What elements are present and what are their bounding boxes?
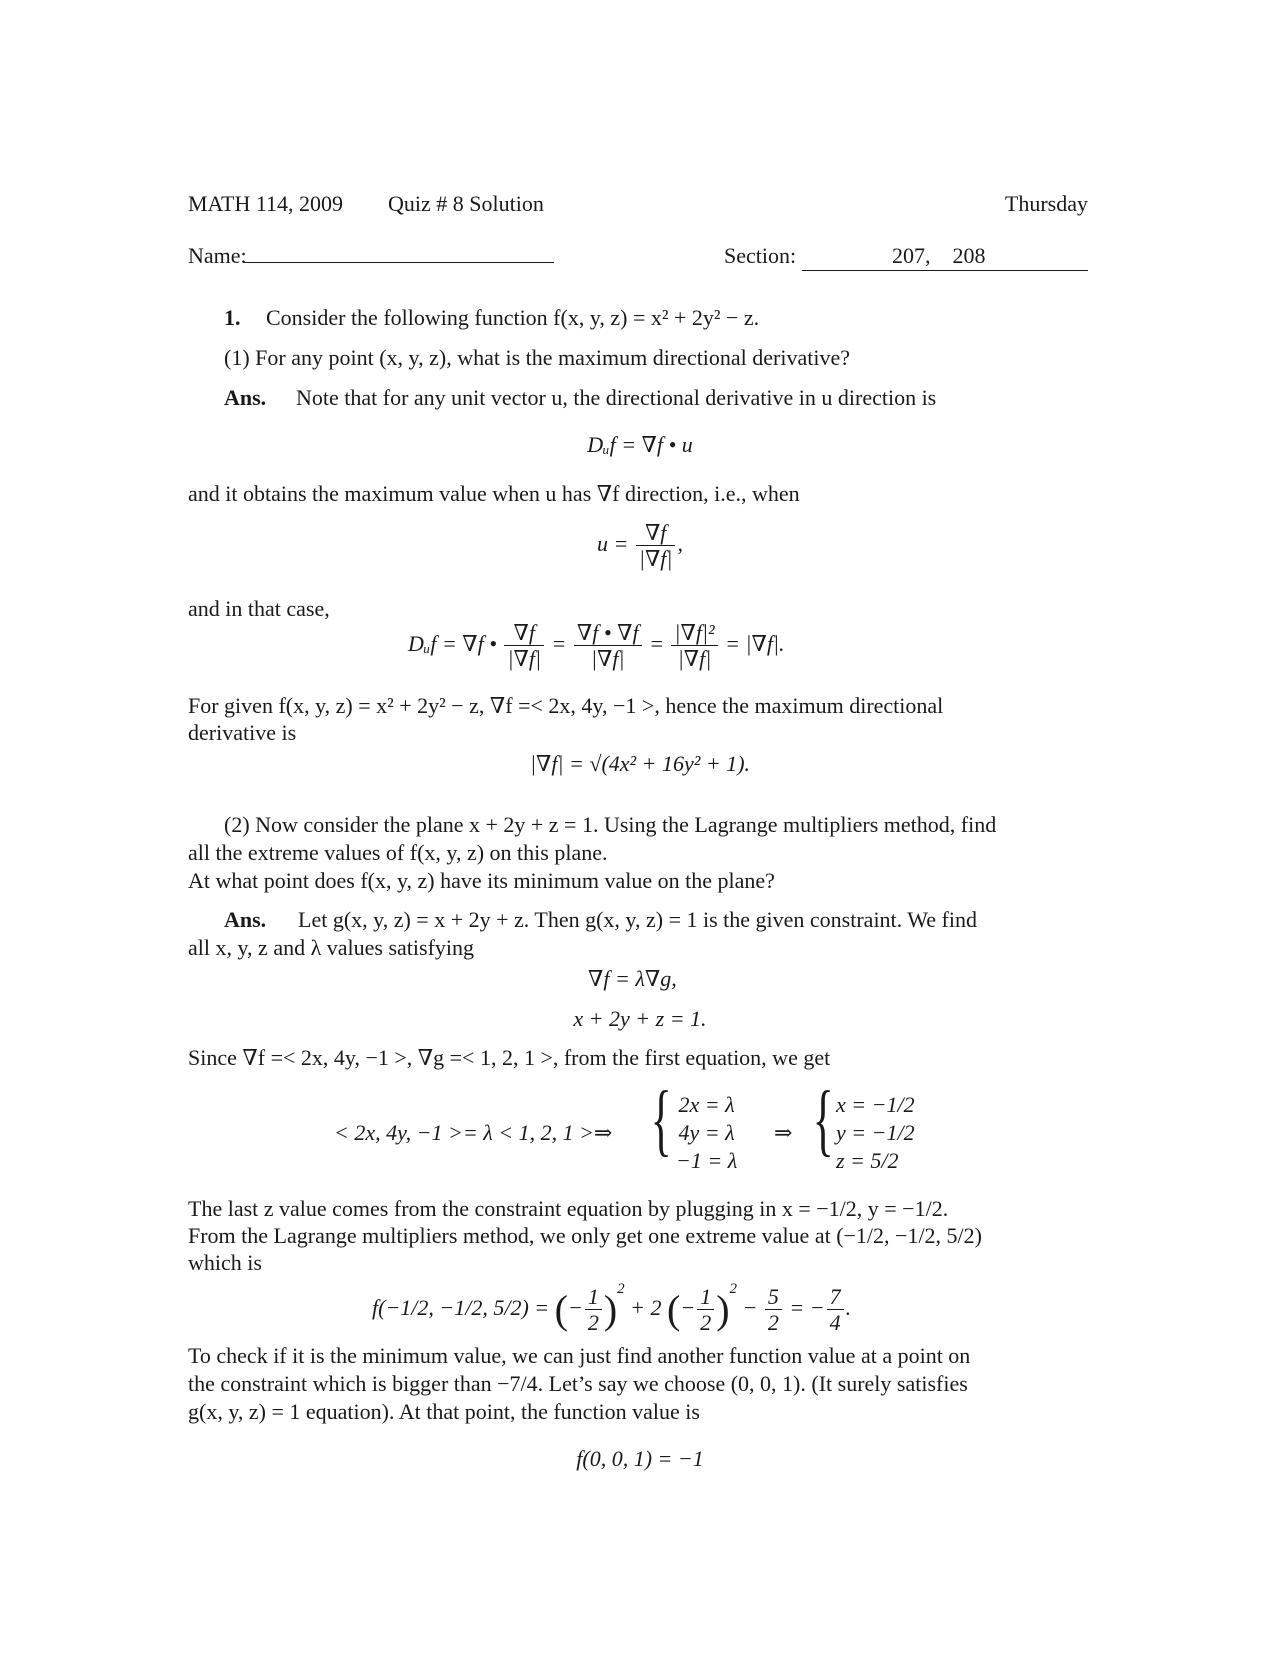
ans2-line-2: all x, y, z and λ values satisfying (188, 935, 475, 960)
eq-value-term1-fraction (585, 1284, 602, 1336)
eq-u-lhs: u = (597, 530, 629, 556)
eq-lagrange: ∇f = λ∇g, (588, 966, 677, 991)
eq-value-term2-fraction (697, 1284, 714, 1336)
part2-line-3: At what point does f(x, y, z) have its minimum value on the plane? (188, 868, 775, 893)
eq-u-den: |∇f| (636, 545, 676, 571)
check-line-3: g(x, y, z) = 1 equation). At that point, the function value is (188, 1399, 700, 1424)
system-1-eq-2: 4y = λ (678, 1120, 735, 1145)
eq-u-fraction (636, 520, 676, 572)
eq-value-equals: = − (789, 1295, 825, 1320)
eq-value-t1-den: 2 (585, 1309, 602, 1335)
eq-chain-f3-num: |∇f|² (674, 620, 715, 645)
eq-value-t1-num: 1 (587, 1284, 599, 1310)
eq-directional-derivative: Dᵤf = ∇f • u (587, 432, 693, 457)
name-blank-line (244, 262, 554, 263)
ans1-intro: Note that for any unit vector u, the directional derivative in u direction is (296, 385, 937, 410)
eq-value-f-num: 5 (767, 1284, 779, 1310)
system-2-eq-1: x = −1/2 (836, 1092, 915, 1117)
eq-value-plus: + 2 (630, 1295, 662, 1320)
eq-value-exp-2: 2 (729, 1281, 738, 1297)
eq-constraint: x + 2y + z = 1. (573, 1006, 707, 1031)
eq-value-r-num: 7 (829, 1284, 841, 1310)
check-line-1: To check if it is the minimum value, we can just find another function value at a point on (188, 1343, 971, 1368)
course-title: MATH 114, 2009 (188, 191, 344, 216)
ans2-line-1: Let g(x, y, z) = x + 2y + z. Then g(x, y, z) = 1 is the given constraint. We find (298, 907, 977, 932)
eq-value-result-fraction (827, 1284, 844, 1336)
eq-chain-equals-1: = (551, 630, 567, 656)
text-last-1: The last z value comes from the constraint equation by plugging in x = −1/2, y = −1/2. (188, 1196, 949, 1221)
left-brace-2: { (812, 1076, 834, 1164)
eq-u-num: ∇f (644, 520, 667, 545)
text-last-2: From the Lagrange multipliers method, we only get one extreme value at (−1/2, −1/2, 5/2) (188, 1223, 982, 1248)
text-last-3: which is (188, 1250, 262, 1275)
eq-value: f(−1/2, −1/2, 5/2) = (− $\frac{1}{2}$ )$^2$ + 2 (− $\frac{1}{2}$ )$^2$ − $\frac{5}{2}$ = − $\frac{7}{4}$ . (372, 1281, 852, 1336)
problem-number: 1. (224, 305, 241, 330)
text-max: and it obtains the maximum value when u has ∇f direction, i.e., when (188, 481, 800, 506)
section-values: 207, 208 (892, 243, 986, 268)
text-given-2: derivative is (188, 720, 297, 745)
eq-value-lhs: f(−1/2, −1/2, 5/2) = (372, 1295, 550, 1320)
section-blank-line (802, 270, 1088, 271)
eq-chain-tail: = |∇f|. (725, 630, 785, 656)
eq-value-minus: − (742, 1295, 758, 1320)
system-2-eq-2: y = −1/2 (836, 1120, 915, 1145)
part2-line-2: all the extreme values of f(x, y, z) on this plane. (188, 840, 608, 865)
system-2 (836, 1091, 915, 1175)
quiz-day: Thursday (1004, 191, 1088, 216)
eq-value-f-den: 2 (765, 1309, 782, 1335)
eq-value-t2-num: 1 (700, 1284, 712, 1310)
eq-chain-f3-den: |∇f| (671, 645, 717, 671)
ans-label: Ans. (224, 385, 267, 410)
quiz-title: Quiz # 8 Solution (388, 191, 544, 216)
eq-value-r-den: 4 (827, 1309, 844, 1335)
eq-final: f(0, 0, 1) = −1 (576, 1446, 704, 1471)
eq-chain-fraction-1 (504, 620, 544, 672)
eq-gradient-norm: |∇f| = √(4x² + 16y² + 1). (529, 751, 751, 776)
section-label: Section: (724, 243, 797, 268)
eq-chain-lhs: Dᵤf = ∇f • (408, 630, 497, 656)
left-brace-1: { (650, 1076, 672, 1164)
eq-value-t2-den: 2 (697, 1309, 714, 1335)
part1-question: (1) For any point (x, y, z), what is the maximum directional derivative? (224, 345, 851, 370)
text-given-1: For given f(x, y, z) = x² + 2y² − z, ∇f =< 2x, 4y, −1 >, hence the maximum directional (188, 693, 944, 718)
system-2-eq-3: z = 5/2 (836, 1148, 899, 1173)
ans2-label: Ans. (224, 907, 267, 932)
eq-chain-f1-den: |∇f| (504, 645, 544, 671)
eq-chain-fraction-3 (671, 620, 717, 672)
eq-unit-vector (0, 520, 1280, 572)
system-1 (676, 1091, 737, 1175)
eq-chain-f1-num: ∇f (513, 620, 535, 645)
name-label: Name: (188, 243, 247, 268)
system-lhs: < 2x, 4y, −1 >= λ < 1, 2, 1 >⇒ (334, 1120, 613, 1145)
text-case: and in that case, (188, 596, 330, 621)
eq-chain-fraction-2 (574, 620, 642, 672)
check-line-2: the constraint which is bigger than −7/4. Let’s say we choose (0, 0, 1). (It surely satisfies (188, 1371, 968, 1396)
system-1-eq-3: −1 = λ (676, 1148, 738, 1173)
eq-chain (408, 620, 785, 672)
problem-statement: Consider the following function f(x, y, z) = x² + 2y² − z. (266, 305, 760, 330)
eq-value-exp-1: 2 (617, 1281, 625, 1297)
system-1-eq-1: 2x = λ (678, 1092, 735, 1117)
text-since: Since ∇f =< 2x, 4y, −1 >, ∇g =< 1, 2, 1 >, from the first equation, we get (188, 1045, 831, 1070)
system-arrow: ⇒ (774, 1120, 793, 1145)
eq-chain-f2-num: ∇f • ∇f (576, 620, 639, 645)
eq-chain-equals-2: = (649, 630, 664, 656)
part2-line-1: (2) Now consider the plane x + 2y + z = 1. Using the Lagrange multipliers method, find (224, 812, 997, 837)
eq-value-fraction (765, 1284, 782, 1336)
eq-u-tail: , (677, 530, 683, 556)
eq-chain-f2-den: |∇f| (574, 645, 642, 671)
